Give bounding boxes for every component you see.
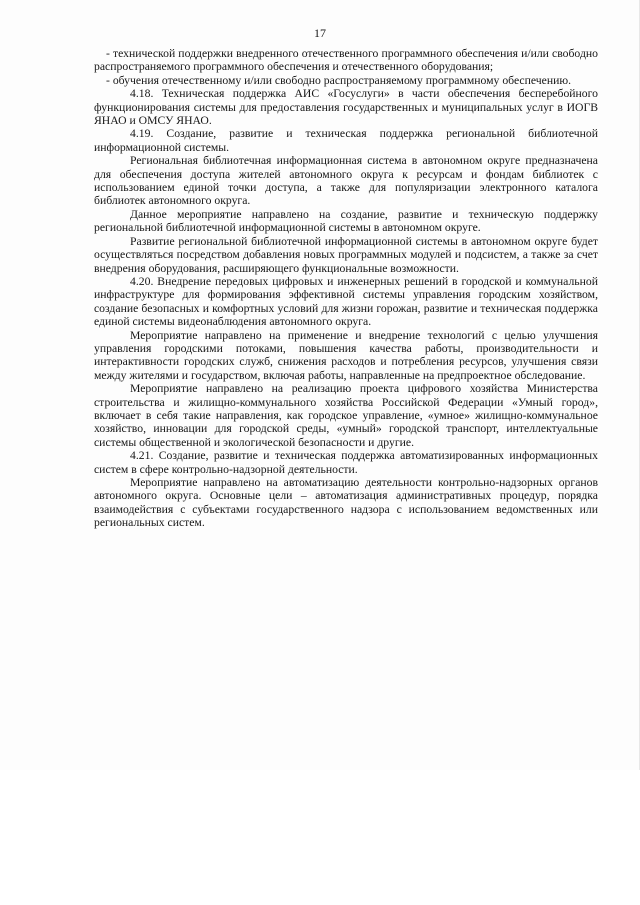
- paragraph-tech-support-item: - технической поддержки внедренного отечественного программного обеспечения и/или свободно распространяемого программного обеспечения и отечественного оборудования;: [94, 47, 598, 74]
- paragraph-control-oversight: Мероприятие направлено на автоматизацию деятельности контрольно-надзорных органов автономного округа. Основные цели – автоматизация административных процедур, порядка взаимодействия с субъектами государственного надзора с использованием ведомственных или региональных систем.: [94, 476, 598, 530]
- paragraph-library-development: Развитие региональной библиотечной информационной системы в автономном округе будет осуществляться посредством добавления новых программных модулей и подсистем, а также за счет внедрения оборудования, расширяющего функциональные возможности.: [94, 234, 598, 275]
- paragraph-urban-technologies: Мероприятие направлено на применение и внедрение технологий с целью улучшения управления городскими потоками, повышения качества работы, производительности и интерактивности городских служб, снижения расходов и потребления ресурсов, улучшения связи между жителями и государством, включая работы, направленные на предпроектное обследование.: [94, 328, 598, 382]
- paragraph-training-item: - обучения отечественному и/или свободно распространяемому программному обеспечению.: [106, 73, 571, 87]
- paragraph-4-19: 4.19. Создание, развитие и техническая поддержка региональной библиотечной информационной системы.: [94, 127, 598, 154]
- paragraph-library-measure: Данное мероприятие направлено на создание, развитие и техническую поддержку региональной библиотечной информационной системы в автономном округе.: [94, 207, 598, 235]
- document-body: [94, 47, 598, 530]
- blank-area: [0, 770, 640, 905]
- paragraph-4-20: 4.20. Внедрение передовых цифровых и инженерных решений в городской и коммунальной инфраструктуре для формирования эффективной системы управления городским хозяйством, создание безопасных и комфортных условий для жизни горожан, развитие и техническая поддержка единой системы видеонаблюдения автономного округа.: [94, 274, 598, 329]
- paragraph-4-21: 4.21. Создание, развитие и техническая поддержка автоматизированных информационных систем в сфере контрольно-надзорной деятельности.: [94, 449, 598, 476]
- paragraph-library-system: Региональная библиотечная информационная система в автономном округе предназначена для обеспечения доступа жителей автономного округа к ресурсам и фондам библиотек с использованием единой точки доступа, а также для популяризации электронного каталога библиотек автономного округа.: [94, 154, 598, 208]
- page-number: 17: [314, 26, 326, 40]
- paragraph-smart-city: Мероприятие направлено на реализацию проекта цифрового хозяйства Министерства строительства и жилищно-коммунального хозяйства Российской Федерации «Умный город», включает в себя такие направления, как городское управление, «умное» жилищно-коммунальное хозяйство, инновации для городской среды, «умный» городской транспорт, интеллектуальные системы общественной и экологической безопасности и другие.: [94, 382, 598, 449]
- paragraph-4-18: 4.18. Техническая поддержка АИС «Госуслуги» в части обеспечения бесперебойного функционирования системы для предоставления государственных и муниципальных услуг в ИОГВ ЯНАО и ОМСУ ЯНАО.: [94, 87, 598, 128]
